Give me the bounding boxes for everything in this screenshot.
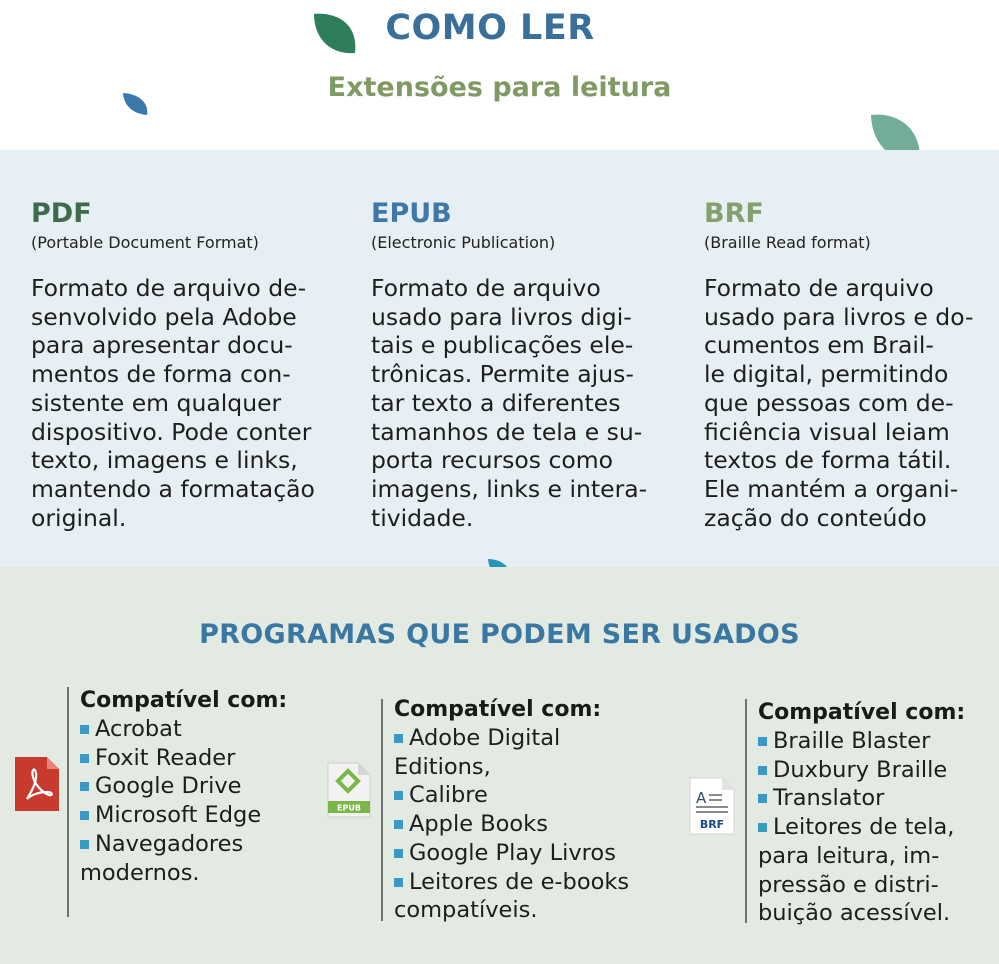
format-description: Formato de arquivo usado para livros e do- cumentos em Brail- le digital, permitindo que pessoas com de- ficiência visual leiam textos de forma tátil. Ele mantém a organi- zação do conteúdo	[704, 274, 974, 532]
format-brf	[704, 198, 999, 532]
list-item-continuation: para leitura, im-	[758, 842, 940, 869]
format-epub	[371, 198, 691, 532]
formats-section	[0, 150, 999, 567]
leaf-icon	[121, 91, 151, 117]
bullet-icon	[394, 734, 403, 743]
bullet-icon	[394, 791, 403, 800]
list-item-continuation: buição acessível.	[758, 900, 951, 927]
brf-programs-list	[758, 699, 965, 928]
epub-programs-list	[394, 696, 629, 925]
programs-section	[0, 567, 999, 964]
compat-label: Compatível com:	[80, 688, 288, 713]
bullet-icon	[758, 737, 767, 746]
compat-label: Compatível com:	[394, 697, 602, 722]
compat-label: Compatível com:	[758, 700, 966, 725]
list-item-continuation: pressão e distri-	[758, 871, 939, 898]
bullet-icon	[758, 823, 767, 832]
brf-programs-column	[745, 699, 747, 923]
list-item: Adobe Digital	[394, 724, 629, 753]
list-item: Leitores de e-books	[394, 868, 629, 897]
bullet-icon	[80, 782, 89, 791]
bullet-icon	[394, 849, 403, 858]
pdf-programs-list	[80, 687, 287, 887]
list-item: Leitores de tela,	[758, 813, 965, 842]
list-item-continuation: modernos.	[80, 859, 200, 886]
bullet-icon	[80, 725, 89, 734]
bullet-icon	[80, 811, 89, 820]
list-item: Duxbury Braille	[758, 756, 965, 785]
format-pdf	[31, 198, 351, 532]
bullet-icon	[80, 840, 89, 849]
format-name: EPUB	[371, 198, 452, 229]
page-subtitle: Extensões para leitura	[327, 72, 672, 103]
format-fullname: (Portable Document Format)	[31, 233, 259, 252]
format-description: Formato de arquivo usado para livros digi- tais e publicações ele- trônicas. Permite ajus- tar texto a diferentes tamanhos de tela e su- porta recursos como imagens, links e intera- tividade.	[371, 274, 648, 532]
list-item: Apple Books	[394, 810, 629, 839]
bullet-icon	[394, 878, 403, 887]
format-description: Formato de arquivo de- senvolvido pela Adobe para apresentar docu- mentos de forma con- sistente em qualquer dispositivo. Pode conter texto, imagens e links, mantendo a formatação original.	[31, 274, 315, 532]
page-title: COMO LER	[385, 8, 595, 48]
list-item: Google Play Livros	[394, 839, 629, 868]
bullet-icon	[394, 820, 403, 829]
list-item: Navegadores	[80, 830, 287, 859]
list-item: Braille Blaster	[758, 727, 965, 756]
brf-file-icon	[688, 776, 736, 836]
list-item: Translator	[758, 784, 965, 813]
epub-programs-column	[381, 699, 383, 921]
list-item: Microsoft Edge	[80, 801, 287, 830]
list-item: Foxit Reader	[80, 744, 287, 773]
programs-title: PROGRAMAS QUE PODEM SER USADOS	[199, 619, 800, 650]
format-fullname: (Braille Read format)	[704, 233, 871, 252]
bullet-icon	[758, 794, 767, 803]
bullet-icon	[80, 754, 89, 763]
svg-text:EPUB: EPUB	[337, 803, 361, 813]
header	[0, 0, 999, 150]
epub-file-icon	[326, 761, 372, 819]
bullet-icon	[758, 766, 767, 775]
svg-text:BRF: BRF	[699, 818, 725, 831]
leaf-icon	[312, 12, 358, 56]
list-item: Google Drive	[80, 772, 287, 801]
list-item: Acrobat	[80, 715, 287, 744]
svg-text:A: A	[696, 789, 707, 807]
format-fullname: (Electronic Publication)	[371, 233, 556, 252]
format-name: BRF	[704, 198, 764, 229]
format-name: PDF	[31, 198, 92, 229]
list-item: Calibre	[394, 781, 629, 810]
pdf-programs-column	[67, 687, 69, 917]
list-item-continuation: compatíveis.	[394, 897, 538, 924]
pdf-file-icon	[13, 755, 61, 813]
list-item-continuation: Editions,	[394, 753, 491, 780]
